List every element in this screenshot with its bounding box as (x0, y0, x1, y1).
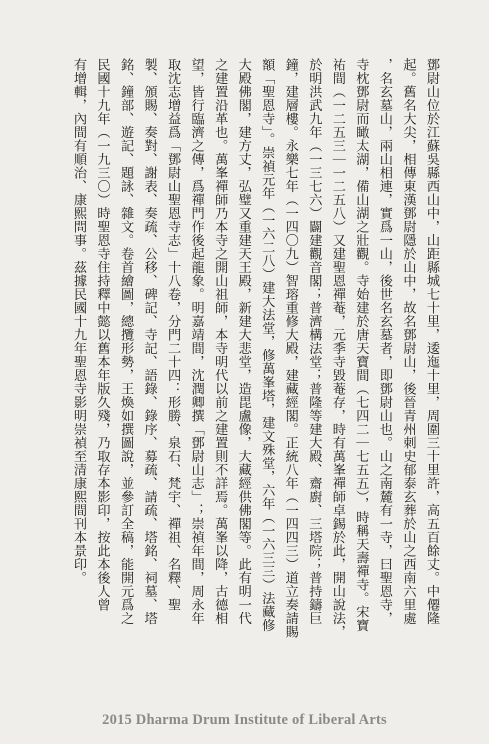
text-column: 製、頒賜、奏對、謝表、奏疏、公移、碑記、寺記、語錄、錄序、募疏、請疏、塔銘、祠墓、塔 (141, 58, 157, 625)
vertical-text-block (70, 58, 440, 658)
text-column: 於明洪武九年（一三七六）闢建觀音閣；普濟構法堂；普隆等建大殿、齋廚、三塔院；普持鑄巨 (306, 58, 322, 625)
text-column: 寺枕鄧尉而瞰太湖，備山湖之壯觀。寺始建於唐天寶間（七四二｜七五五），時稱天壽禪寺。宋寶 (353, 58, 369, 632)
text-column: 祐間（一二五三｜一二五八）又建聖恩禪菴，元季寺毀菴存，時有萬峯禪師卓錫於此，開山說法， (329, 58, 345, 639)
text-column: 鐘，建層樓。永樂七年（一四〇九）智瑢重修大殿，建藏經閣。正統八年（一四四三）道立奏請賜 (282, 58, 298, 639)
text-column: 大殿佛閣，建方丈，弘璧又重建天王殿，新建大悲堂，造毘盧像，大藏經供佛閣等。此有明一代 (235, 58, 251, 625)
text-column: 額「聖恩寺」。崇禎元年（一六二八）建大法堂，修萬峯塔，建文殊堂，六年（一六三三）法藏修 (259, 58, 275, 632)
text-column: 有增輯，內間有順治、康熙問事。茲據民國十九年聖恩寺影明崇禎至清康熙間刊本景印。 (71, 58, 86, 585)
text-column: 望，皆行臨濟之傳，爲禪門作後起龍象。明嘉靖間，沈潤卿撰「鄧尉山志」；崇禎年間，周永年 (188, 58, 204, 625)
text-column: 民國十九年（一九三〇）時聖恩寺住持釋中懿以舊本年版久殘，乃取存本影印，按此本後人曾 (94, 58, 110, 612)
watermark: 2015 Dharma Drum Institute of Liberal Arts (102, 712, 387, 728)
text-column: 鄧尉山位於江蘇吳縣西山中，山距縣城七十里，逶迤十里，周圍三十里許，高五百餘丈。中僊隆 (423, 58, 439, 625)
text-column: 起。舊名大尖，相傳東漢鄧尉隱於山中，故名鄧尉山，後晉青州刺史郁泰玄葬於山之西南六里處 (400, 58, 416, 625)
text-column: ，名玄墓山，兩山相連，實爲一山，後世名玄墓者，即鄧尉山也。山之南麓有一寺，曰聖恩寺， (376, 58, 392, 625)
text-column: 取沈志增益爲「鄧尉山聖恩寺志」十八卷，分門二十四：形勝、泉石、梵宇、禪祖、名釋、聖 (165, 58, 181, 612)
text-column: 銘、鐘部、遊記、題詠、雜文。卷首繪圖，總攬形勢，王煥如撰圖說，並參訂全稿，能開元爲之 (118, 58, 134, 625)
text-column: 之建置沿革也。萬峯禪師乃本寺之開山祖師，本寺明代以前之建置則不詳焉。萬峯以降，古德相 (212, 58, 228, 625)
